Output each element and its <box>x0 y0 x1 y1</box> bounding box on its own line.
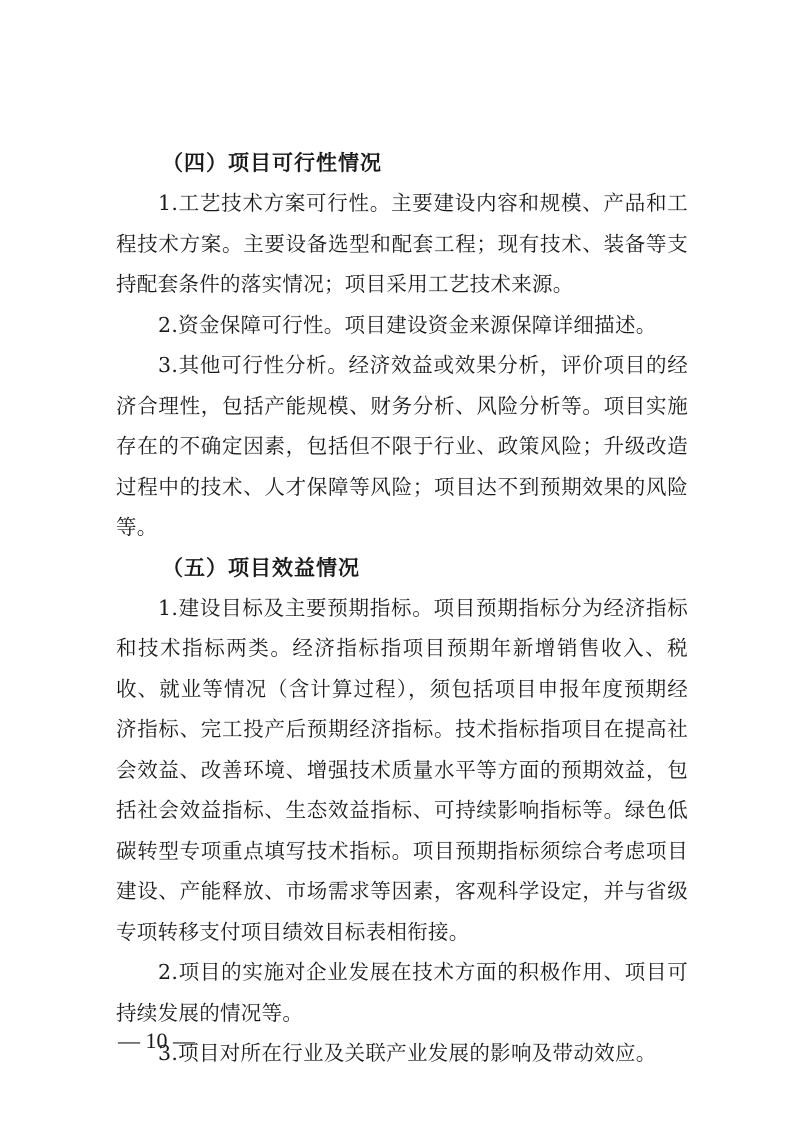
page-number: — 10 — <box>118 1028 195 1053</box>
paragraph-process-technology: 1.工艺技术方案可行性。主要建设内容和规模、产品和工程技术方案。主要设备选型和配套工程；现有技术、装备等支持配套条件的落实情况；项目采用工艺技术来源。 <box>116 191 688 296</box>
section-heading-benefits: （五）项目效益情况 <box>162 555 360 580</box>
section-heading-feasibility: （四）项目可行性情况 <box>162 151 382 175</box>
paragraph-other-feasibility: 3.其他可行性分析。经济效益或效果分析，评价项目的经济合理性，包括产能规模、财务分析、风险分析等。项目实施存在的不确定因素，包括但不限于行业、政策风险；升级改造过程中的技术、人才保障等风险；项目达不到预期效果的风险等。 <box>116 353 688 539</box>
document-body <box>116 143 688 1074</box>
paragraph-enterprise-development: 2.项目的实施对企业发展在技术方面的积极作用、项目可持续发展的情况等。 <box>116 960 688 1025</box>
paragraph-industry-impact: 3.项目对所在行业及关联产业发展的影响及带动效应。 <box>158 1041 657 1065</box>
paragraph-funding-guarantee: 2.资金保障可行性。项目建设资金来源保障详细描述。 <box>158 312 657 337</box>
paragraph-goals-indicators: 1.建设目标及主要预期指标。项目预期指标分为经济指标和技术指标两类。经济指标指项目预期年新增销售收入、税收、就业等情况（含计算过程），须包括项目申报年度预期经济指标、完工投产后预期经济指标。技术指标指项目在提高社会效益、改善环境、增强技术质量水平等方面的预期效益，包括社会效益指标、生态效益指标、可持续影响指标等。绿色低碳转型专项重点填写技术指标。项目预期指标须综合考虑项目建设、产能释放、市场需求等因素，客观科学设定，并与省级专项转移支付项目绩效目标表相衔接。 <box>116 595 688 944</box>
